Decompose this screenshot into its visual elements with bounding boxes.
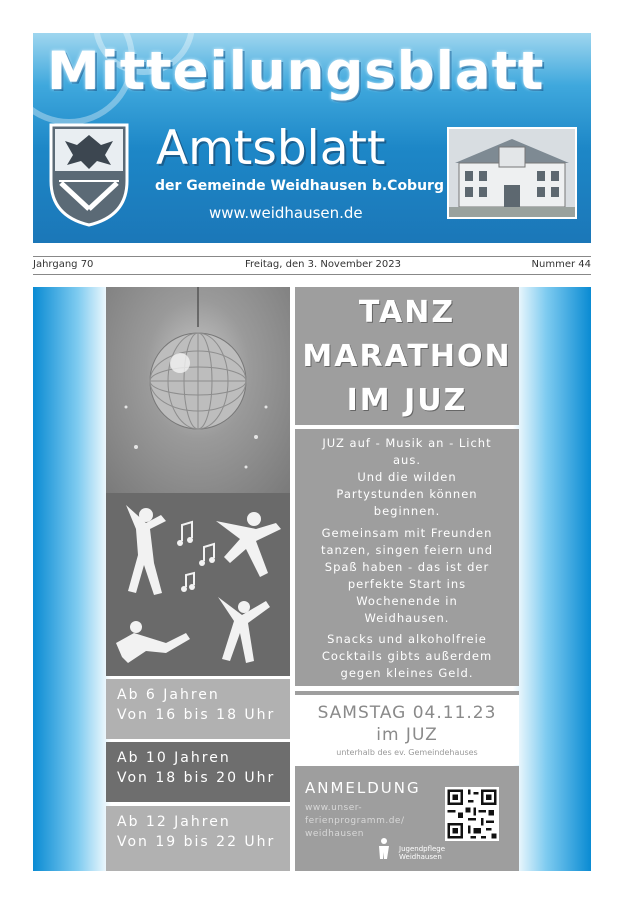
text-line: gegen kleines Geld. xyxy=(340,666,474,680)
poster-description xyxy=(295,429,519,686)
text-line: perfekte Start ins xyxy=(347,577,467,591)
text-line: beginnen. xyxy=(373,504,441,518)
age-group-time: Von 19 bis 22 Uhr xyxy=(117,834,276,850)
headline-line-3: IM JUZ xyxy=(346,383,468,418)
text-line: Weidhausen. xyxy=(364,611,450,625)
text-line: Spaß haben - das ist der xyxy=(324,560,490,574)
organizer-name xyxy=(399,845,445,861)
text-line: Wochenende in xyxy=(356,594,458,608)
masthead-banner xyxy=(33,33,591,243)
registration-title: ANMELDUNG xyxy=(305,779,421,797)
issue-info-bar xyxy=(33,256,591,275)
age-group-age: Ab 12 Jahren xyxy=(117,814,231,830)
text-line: aus. xyxy=(393,453,421,467)
coat-of-arms-icon xyxy=(47,121,131,229)
town-hall-illustration xyxy=(449,129,575,217)
text-line: JUZ auf - Musik an - Licht xyxy=(322,436,492,450)
issue-date: Freitag, den 3. November 2023 xyxy=(245,259,401,270)
jugendpflege-logo-icon xyxy=(375,837,393,861)
headline-line-1: TANZ xyxy=(358,295,456,330)
poster-headline xyxy=(295,287,519,425)
municipality-name: der Gemeinde Weidhausen b.Coburg xyxy=(155,178,444,194)
registration-url[interactable] xyxy=(305,802,423,841)
text-line: Und die wilden xyxy=(357,470,457,484)
town-hall-photo xyxy=(447,127,577,219)
event-date: SAMSTAG 04.11.23 xyxy=(317,703,497,723)
text-line: Gemeinsam mit Freunden xyxy=(321,526,493,540)
event-place-note: unterhalb des ev. Gemeindehauses xyxy=(336,748,478,757)
disco-ball-icon xyxy=(106,287,290,493)
paragraph-1 xyxy=(301,435,513,520)
dancing-people-icon xyxy=(106,493,290,676)
age-group-age: Ab 6 Jahren xyxy=(117,687,220,703)
registration-panel xyxy=(295,766,519,871)
age-group-time: Von 18 bis 20 Uhr xyxy=(117,770,276,786)
disco-ball-image xyxy=(106,287,290,493)
text-line: Snacks und alkoholfreie xyxy=(327,632,487,646)
masthead-title: Mitteilungsblatt xyxy=(47,41,545,102)
age-group-time: Von 16 bis 18 Uhr xyxy=(117,707,276,723)
organizer-line: Jugendpflege xyxy=(399,845,446,853)
organizer-line: Weidhausen xyxy=(399,853,442,861)
age-group-3 xyxy=(106,806,290,871)
issue-volume: Jahrgang 70 xyxy=(33,259,94,270)
event-place: im JUZ xyxy=(376,725,438,745)
age-group-1 xyxy=(106,679,290,739)
issue-number: Nummer 44 xyxy=(531,259,591,270)
paragraph-3 xyxy=(301,631,513,682)
headline-line-2: MARATHON xyxy=(302,339,512,374)
age-group-2 xyxy=(106,742,290,802)
age-group-age: Ab 10 Jahren xyxy=(117,750,231,766)
text-line: Cocktails gibts außerdem xyxy=(321,649,493,663)
text-line: Partystunden können xyxy=(336,487,478,501)
event-date-panel xyxy=(295,691,519,765)
dancers-illustration xyxy=(106,493,290,676)
url-line: weidhausen xyxy=(305,829,364,839)
url-line: www.unser- xyxy=(305,803,363,813)
url-line: ferienprogramm.de/ xyxy=(305,816,405,826)
qr-code-icon[interactable] xyxy=(445,787,499,841)
masthead-subtitle: Amtsblatt xyxy=(156,121,386,176)
text-line: tanzen, singen feiern und xyxy=(320,543,494,557)
paragraph-2 xyxy=(301,525,513,627)
website-link[interactable]: www.weidhausen.de xyxy=(209,204,363,222)
